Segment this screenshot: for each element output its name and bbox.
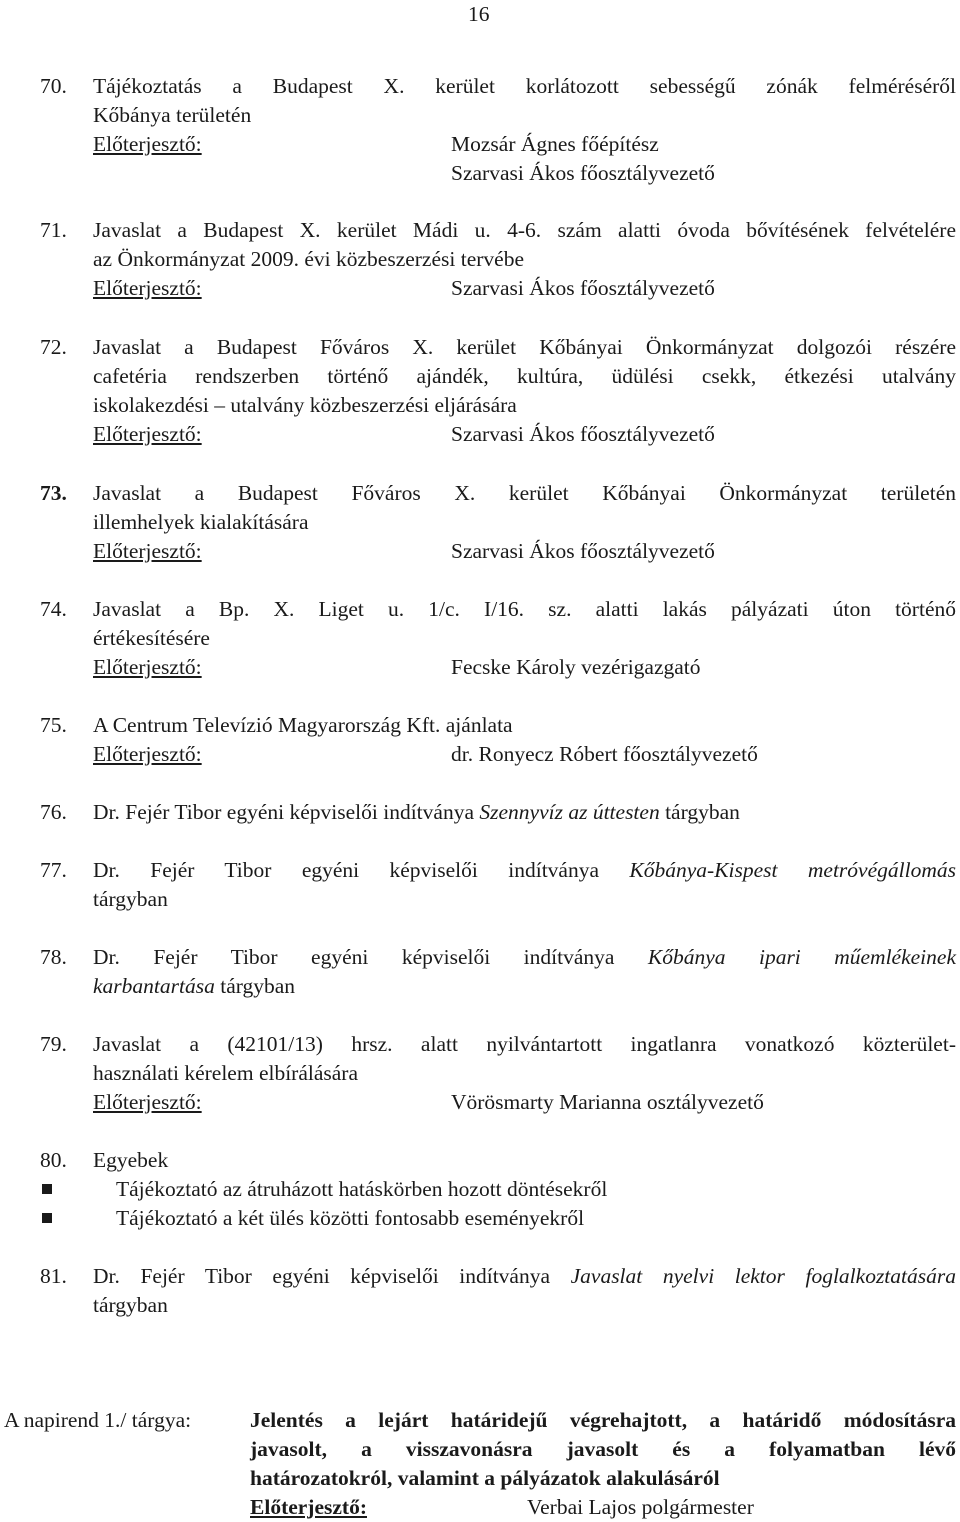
item-number: 70. <box>40 74 67 98</box>
presenter-name: dr. Ronyecz Róbert főosztályvezető <box>451 742 758 766</box>
napirend-label: A napirend 1./ tárgya: <box>4 1408 192 1432</box>
item-title-cont: értékesítésére <box>93 626 210 650</box>
item-number: 71. <box>40 218 67 242</box>
presenter-label: Előterjesztő: <box>93 422 202 446</box>
item-title-cont: az Önkormányzat 2009. évi közbeszerzési tervébe <box>93 247 524 271</box>
item-title: Javaslat a Bp. X. Liget u. 1/c. I/16. sz. alatti lakás pályázati úton történő <box>93 597 956 621</box>
item-title: Dr. Fejér Tibor egyéni képviselői indítványa <box>93 945 648 969</box>
agenda-item-81 <box>40 1262 956 1320</box>
item-title: Dr. Fejér Tibor egyéni képviselői indítványa <box>93 1264 571 1288</box>
agenda-item-77 <box>40 856 956 914</box>
item-title: Javaslat a Budapest Főváros X. kerület Kőbányai Önkormányzat területén <box>93 481 956 505</box>
item-title-cont: cafetéria rendszerben történő ajándék, kultúra, üdülési csekk, étkezési utalvány <box>93 364 956 388</box>
item-number: 73. <box>40 481 67 505</box>
item-number: 74. <box>40 597 67 621</box>
item-title-cont: Kőbánya területén <box>93 103 252 127</box>
agenda-item-76 <box>40 798 956 827</box>
item-title: Javaslat a Budapest Főváros X. kerület Kőbányai Önkormányzat dolgozói részére <box>93 335 956 359</box>
presenter-name: Vörösmarty Marianna osztályvezető <box>451 1090 764 1114</box>
item-title-cont: illemhelyek kialakítására <box>93 510 309 534</box>
napirend-presenter-label: Előterjesztő: <box>250 1495 367 1519</box>
item-title-end: tárgyban <box>214 974 296 998</box>
agenda-item-73 <box>40 479 956 566</box>
agenda-item-74 <box>40 595 956 682</box>
bullet-text: Tájékoztató a két ülés közötti fontosabb eseményekről <box>116 1206 585 1230</box>
item-number: 77. <box>40 858 67 882</box>
agenda-item-78 <box>40 943 956 1001</box>
item-title: A Centrum Televízió Magyarország Kft. ajánlata <box>93 713 513 737</box>
bullet-item <box>40 1175 956 1204</box>
presenter-label: Előterjesztő: <box>93 655 202 679</box>
item-number: 78. <box>40 945 67 969</box>
item-title: Javaslat a Budapest X. kerület Mádi u. 4-6. szám alatti óvoda bővítésének felvételére <box>93 218 956 242</box>
item-title: Javaslat a (42101/13) hrsz. alatt nyilvántartott ingatlanra vonatkozó közterület- <box>93 1032 956 1056</box>
presenter-name: Szarvasi Ákos főosztályvezető <box>451 539 715 563</box>
item-number: 72. <box>40 335 67 359</box>
bullet-square-icon <box>40 1175 116 1204</box>
item-number: 79. <box>40 1032 67 1056</box>
presenter-label: Előterjesztő: <box>93 132 202 156</box>
item-number: 81. <box>40 1264 67 1288</box>
presenter-name-2: Szarvasi Ákos főosztályvezető <box>451 161 715 185</box>
item-title: Dr. Fejér Tibor egyéni képviselői indítványa <box>93 858 630 882</box>
presenter-name: Szarvasi Ákos főosztályvezető <box>451 276 715 300</box>
item-subject: Javaslat nyelvi lektor foglalkoztatására <box>570 1264 956 1288</box>
item-number: 76. <box>40 800 67 824</box>
item-subject: Kőbánya-Kispest metróvégállomás <box>629 858 956 882</box>
napirend-title-cont-2: határozatokról, valamint a pályázatok alakulásáról <box>250 1466 720 1490</box>
agenda-item-71 <box>40 216 956 303</box>
bullet-item <box>40 1204 956 1233</box>
napirend-title: Jelentés a lejárt határidejű végrehajtott, a határidő módosításra <box>250 1408 956 1432</box>
presenter-name: Mozsár Ágnes főépítész <box>451 132 659 156</box>
item-subject: Szennyvíz az úttesten <box>479 800 660 824</box>
item-title-cont: használati kérelem elbírálására <box>93 1061 359 1085</box>
napirend-presenter: Verbai Lajos polgármester <box>527 1495 754 1519</box>
agenda-item-75 <box>40 711 956 769</box>
agenda-item-72 <box>40 333 956 449</box>
item-title-cont: tárgyban <box>93 887 168 911</box>
item-title-cont: tárgyban <box>93 1293 168 1317</box>
presenter-label: Előterjesztő: <box>93 742 202 766</box>
page-number: 16 <box>468 2 490 26</box>
presenter-label: Előterjesztő: <box>93 1090 202 1114</box>
item-number: 75. <box>40 713 67 737</box>
bullet-text: Tájékoztató az átruházott hatáskörben hozott döntésekről <box>116 1177 608 1201</box>
item-title-end: tárgyban <box>659 800 740 824</box>
item-title: Egyebek <box>93 1148 169 1172</box>
agenda-item-79 <box>40 1030 956 1117</box>
napirend-title-cont: javasolt, a visszavonásra javasolt és a folyamatban lévő <box>250 1437 956 1461</box>
bullet-square-icon <box>40 1204 116 1233</box>
presenter-name: Fecske Károly vezérigazgató <box>451 655 701 679</box>
item-number: 80. <box>40 1148 67 1172</box>
item-subject-cont: karbantartása <box>93 974 215 998</box>
presenter-name: Szarvasi Ákos főosztályvezető <box>451 422 715 446</box>
item-title-cont-2: iskolakezdési – utalvány közbeszerzési eljárására <box>93 393 517 417</box>
agenda-item-70 <box>40 72 956 188</box>
presenter-label: Előterjesztő: <box>93 276 202 300</box>
agenda-item-80 <box>40 1146 956 1175</box>
item-subject: Kőbánya ipari műemlékeinek <box>647 945 956 969</box>
presenter-label: Előterjesztő: <box>93 539 202 563</box>
item-title: Tájékoztatás a Budapest X. kerület korlátozott sebességű zónák felméréséről <box>93 74 956 98</box>
item-title: Dr. Fejér Tibor egyéni képviselői indítványa <box>93 800 480 824</box>
